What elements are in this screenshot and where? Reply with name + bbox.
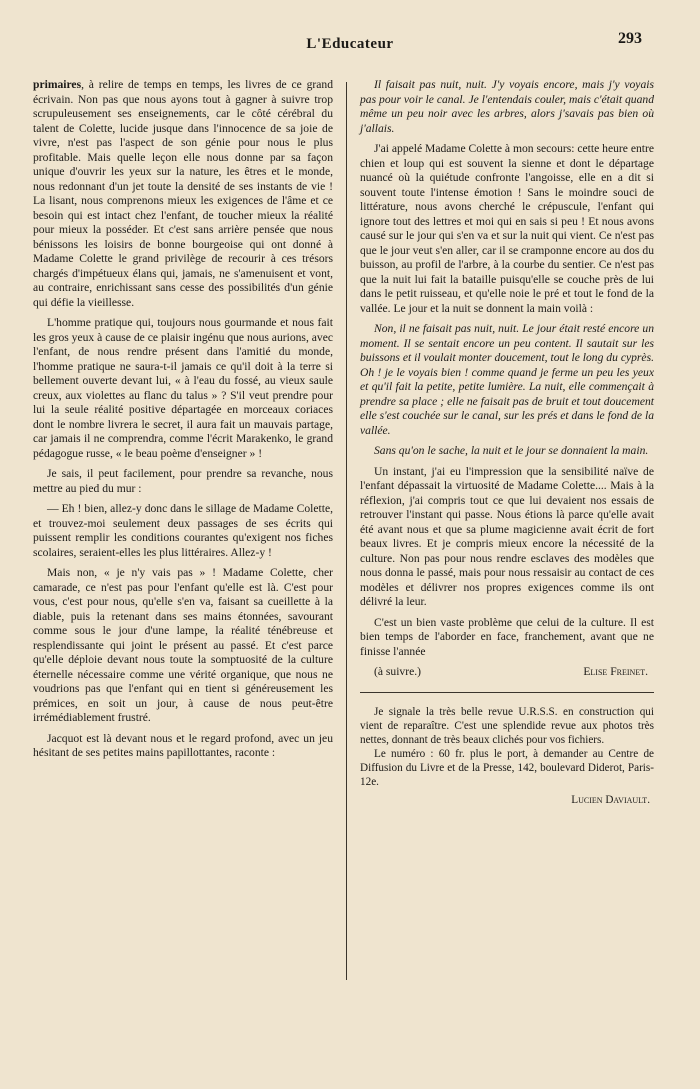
page-number: 293 [618, 30, 642, 47]
left-column [33, 78, 333, 767]
paragraph [33, 78, 333, 310]
paragraph: C'est un bien vaste problème que celui de la culture. Il est bien temps de l'aborder en face, franchement, avant que ne finisse l'année [360, 615, 654, 658]
footnote-text: Je signale la très belle revue U.R.S.S. en construction qui vient de reparaître. C'est une splendide revue aux photos très nettes, donnant de très beaux clichés pour vos fichiers. [360, 705, 654, 746]
continuation-note: (à suivre.) [374, 665, 421, 678]
paragraph: J'ai appelé Madame Colette à mon secours: cette heure entre chien et loup qui est souvent la sienne et dont le départage nuancé où la quiétude confronte l'angoisse, elle en a dit si souvent toute l'intense émotion ! Sans le moindre souci de littérature, nous avons cherché le crépuscule, l'enfant qui ignore tout des lettres et moi qui en sais si peu ! Et nous avons causé sur le jour qui s'en va et sur la nuit qui vient. Ce n'est pas que le jour veut s'en aller, car il se cramponne encore au dos du buisson, au profil de l'arbre, à la courbe du sentier. Ce n'est pas que la nuit lui fait la bataille puisqu'elle se couche près de lui dans le petit ruisseau, et qu'elle noie le pré et tout le fond de la vallée. Le jour et la nuit se donnent la main voilà : [360, 142, 654, 315]
paragraph: Je sais, il peut facilement, pour prendre sa revanche, nous mettre au pied du mur : [33, 467, 333, 495]
paragraph-text: , à relire de temps en temps, les livres de ce grand écrivain. Non pas que nous ayons tout à gagner à suivre trop scrupuleusement ses enseignements, car le côté cérébral du talent de Colette, lucide jusque dans l'innocence de sa joie de vivre, n'est pas l'aspect de son génie pour nous le plus profitable. Mais quelle leçon elle nous donne par sa façon unique d'ouvrir les yeux sur la nature, les êtres et le monde, nous redonnant d'un jet toute la densité de ses instants de vie ! La lisant, nous comprenons mieux les exigences de l'âme et ce besoin qui est intact chez l'enfant, de toucher mieux la réalité pour mieux la posséder. Et c'est sans arrière pensée que nous bénissons les loisirs de bonne bourgeoise qui ont donné à Madame Colette le grand privilège de recourir à ces trésors chargés d'impétueux élans qui, jamais, ne s'amenuisent et vont, au contraire, enrichissant sans cesse des possibilités d'un génie qui défie la vieillesse. [33, 78, 333, 309]
footnote-price: Le numéro : 60 fr. plus le port, à demander au Centre de Diffusion du Livre et de la Presse, 142, boulevard Diderot, Paris-12e. [360, 747, 654, 788]
paragraph: L'homme pratique qui, toujours nous gourmande et nous fait les gros yeux à cause de ce plaisir ingénu que nous aurions, avec l'enfant, de nous rendre présent dans l'amitié du monde, l'homme pratique ne saura-t-il jamais ce qu'il doit à la terre si bellement ouverte devant lui, « à l'eau du fossé, au vieux saule creux, aux violettes au flanc du talus » ? S'il veut prendre pour lui la seule réalité positive départagée en morceaux coriaces dont le nombre livrera le secret, il aura fait un mauvais partage, car jamais il ne comprendra, comme l'écrit Marakenko, le grand pédagogue russe, « le beau poème d'enseigner » ! [33, 316, 333, 460]
author-name: Elise Freinet. [583, 665, 648, 678]
paragraph: Mais non, « je n'y vais pas » ! Madame Colette, cher camarade, ce n'est pas pour l'enfant qu'elle est là. C'est pour vous, c'est pour nous, qu'elle s'en va, faisant sa cueillette à la diable, puis la retenant dans ses mains étonnées, savourant comme sous le jour d'une lampe, la réalité ténébreuse et resplendissante qui joint le présent au passé. Et c'est parce qu'elle déploie devant nous toute la somptuosité de la culture éternelle nécessaire comme une vérité organique, que nous ne voudrions pas que l'enfant qui en tient si généreusement les prémices, en soit un jour, à cause de nous peut-être irrémédiablement frustré. [33, 566, 333, 724]
paragraph: — Eh ! bien, allez-y donc dans le sillage de Madame Colette, et trouvez-moi seulement deux passages de ses écrits qui puissent remplir les conditions courantes qu'exigent nos fiches scolaires, seraient-elles les plus littéraires. Allez-y ! [33, 502, 333, 559]
lead-word: primaires [33, 78, 82, 91]
right-column [360, 78, 654, 807]
child-quote: Sans qu'on le sache, la nuit et le jour se donnaient la main. [374, 444, 649, 457]
paragraph: Un instant, j'ai eu l'impression que la sensibilité naïve de l'enfant dépassait la virtuosité de Madame Colette.... Mais à la réflexion, j'ai compris tout ce que lui devaient nos essais de retrouver l'instant qui passe. Nous étions là parce qu'elle avait été avant nous et que sa plume magicienne avait écrit de fort beaux livres. Et je compris mieux encore la nécessité de la culture. Non pas pour nous rendre esclaves des modèles que nous donna le passé, mais pour nous ressaisir au contact de ces modèles et délivrer nos propres exigences comme ils ont délivré la leur. [360, 464, 654, 608]
child-quote: Non, il ne faisait pas nuit, nuit. Le jour était resté encore un moment. Il se sentait encore un peu content. Il sautait sur les buissons et il voulait monter doucement, tout le long du cyprès. Oh ! je le voyais bien ! comme quand je ferme un peu les yeux et qu'il fait la petite, petite lumière. La nuit, elle commençait à prendre sa place ; elle ne faisait pas de bruit et tout doucement elle s'est couchée sur le canal, sur les prés et dans le fond de la vallée. [360, 322, 654, 437]
footnote [360, 705, 654, 808]
column-divider [346, 82, 347, 980]
article-signature [360, 665, 654, 680]
footnote-divider [360, 692, 654, 693]
child-quote: Il faisait pas nuit, nuit. J'y voyais encore, mais j'y voyais pas pour voir le canal. Je l'entendais couler, mais c'était quand même un peu noir avec les arbres, alors j'savais pas bien où j'allais. [360, 78, 654, 135]
paragraph: Jacquot est là devant nous et le regard profond, avec un jeu hésitant de ses petites mains papillottantes, raconte : [33, 731, 333, 759]
footnote-signature: Lucien Daviault. [571, 793, 650, 806]
page-title: L'Educateur [306, 36, 394, 52]
